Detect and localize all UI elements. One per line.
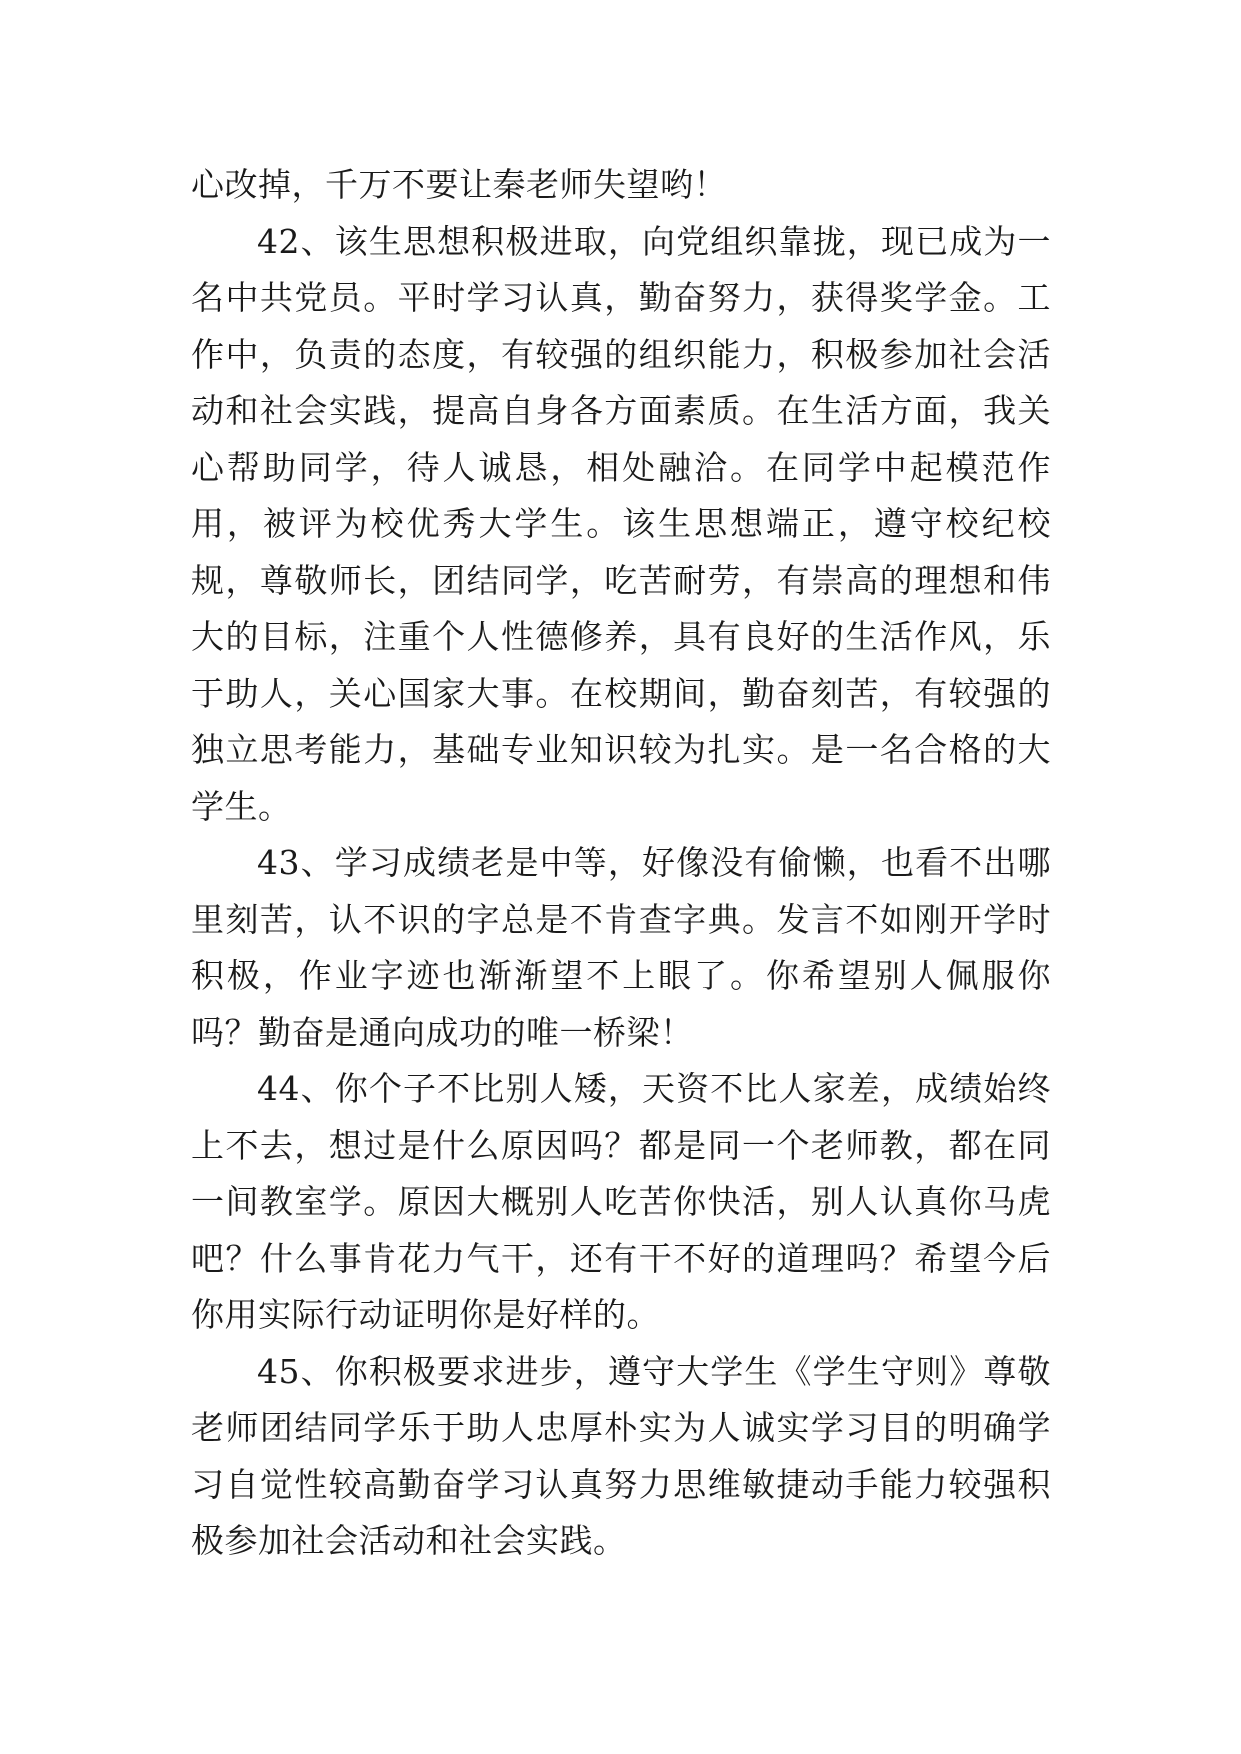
paragraph-42: 42、该生思想积极进取，向党组织靠拢，现已成为一名中共党员。平时学习认真，勤奋努力，获得奖学金。工作中，负责的态度，有较强的组织能力，积极参加社会活动和社会实践，提高自身各方面素质。在生活方面，我关心帮助同学，待人诚恳，相处融洽。在同学中起模范作用，被评为校优秀大学生。该生思想端正，遵守校纪校规，尊敬师长，团结同学，吃苦耐劳，有崇高的理想和伟大的目标，注重个人性德修养，具有良好的生活作风，乐于助人，关心国家大事。在校期间，勤奋刻苦，有较强的独立思考能力，基础专业知识较为扎实。是一名合格的大学生。 bbox=[191, 221, 1051, 826]
paragraph-43: 43、学习成绩老是中等，好像没有偷懒，也看不出哪里刻苦，认不识的字总是不肯查字典。发言不如刚开学时积极，作业字迹也渐渐望不上眼了。你希望别人佩服你吗？勤奋是通向成功的唯一桥梁！ bbox=[191, 843, 1051, 1052]
document-body bbox=[191, 157, 1051, 1570]
paragraph-45: 45、你积极要求进步，遵守大学生《学生守则》尊敬老师团结同学乐于助人忠厚朴实为人诚实学习目的明确学习自觉性较高勤奋学习认真努力思维敏捷动手能力较强积极参加社会活动和社会实践。 bbox=[191, 1351, 1051, 1560]
paragraph-44: 44、你个子不比别人矮，天资不比人家差，成绩始终上不去，想过是什么原因吗？都是同一个老师教，都在同一间教室学。原因大概别人吃苦你快活，别人认真你马虎吧？什么事肯花力气干，还有干不好的道理吗？希望今后你用实际行动证明你是好样的。 bbox=[191, 1069, 1051, 1334]
paragraph-continuation: 心改掉，千万不要让秦老师失望哟！ bbox=[191, 165, 727, 204]
